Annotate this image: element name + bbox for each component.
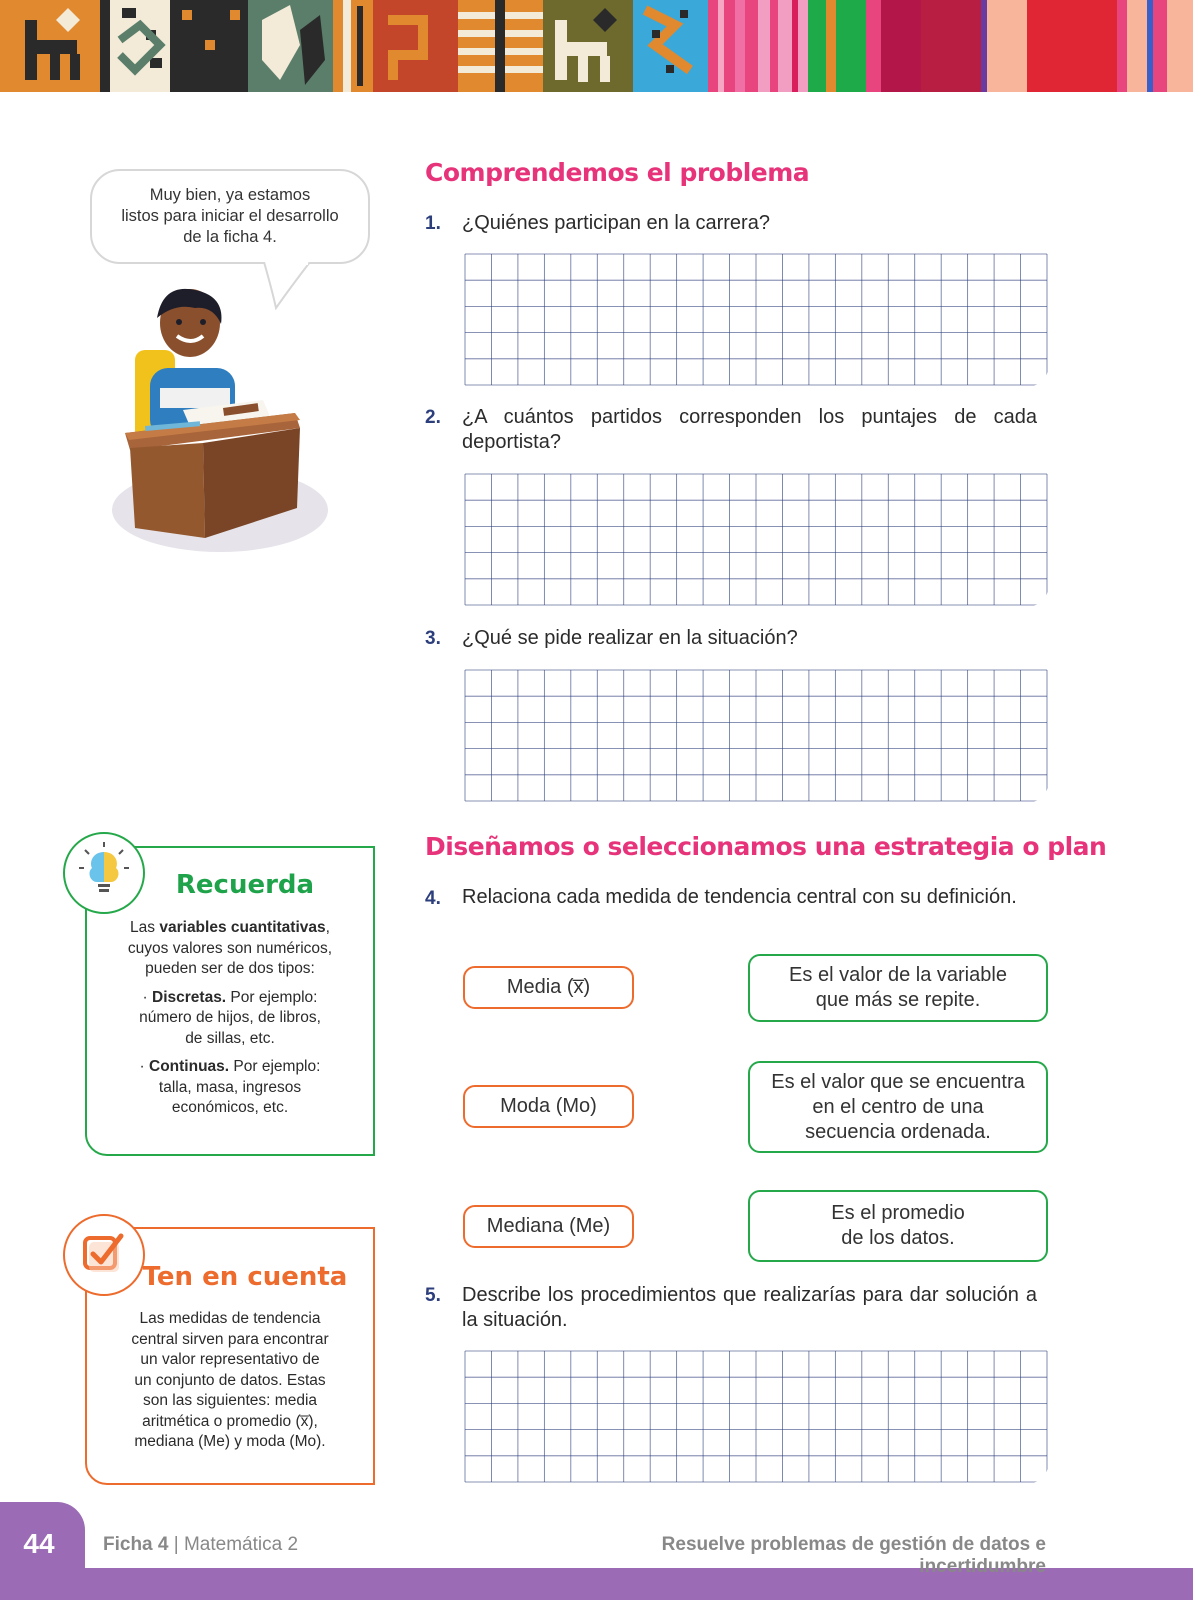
recuerda-body: Las variables cuantitativas, cuyos valores son numéricos, pueden ser de dos tipos: · Discretas. Por ejemplo: número de hijos, de libros, de sillas, etc. · Continuas. Por ejemplo: talla, masa, ingresos económicos, etc. bbox=[97, 918, 363, 1119]
ten-line: mediana (Me) y moda (Mo). bbox=[134, 1433, 326, 1450]
definition-box-3[interactable] bbox=[748, 1190, 1048, 1262]
recuerda-intro-bold: variables cuantitativas bbox=[159, 919, 326, 936]
definition-line: Es el valor de la variable bbox=[789, 964, 1007, 986]
definition-line: en el centro de una bbox=[812, 1095, 984, 1118]
ten-line: un valor representativo de bbox=[140, 1351, 320, 1368]
section-title-disenamos: Diseñamos o seleccionamos una estrategia o plan bbox=[425, 832, 1107, 861]
brain-lightbulb-icon bbox=[63, 832, 145, 914]
question-text: Describe los procedimientos que realizarías para dar solución a la situación. bbox=[462, 1284, 1037, 1331]
definition-line: secuencia ordenada. bbox=[805, 1120, 991, 1143]
ten-line: Las medidas de tendencia bbox=[139, 1310, 321, 1327]
recuerda-discretas-text: Por ejemplo: bbox=[226, 988, 318, 1006]
recuerda-continuas-label: Continuas. bbox=[149, 1058, 230, 1075]
ten-line: un conjunto de datos. Estas bbox=[134, 1371, 326, 1389]
question-number: 1. bbox=[425, 213, 441, 234]
question-text: ¿Qué se pide realizar en la situación? bbox=[462, 627, 798, 649]
recuerda-title: Recuerda bbox=[175, 870, 315, 900]
definition-line: de los datos. bbox=[841, 1227, 955, 1249]
speech-line: listos para iniciar el desarrollo bbox=[121, 207, 339, 225]
speech-bubble bbox=[90, 169, 370, 264]
question-number: 2. bbox=[425, 407, 441, 428]
footer-subject: Matemática 2 bbox=[183, 1534, 299, 1555]
recuerda-discretas-label: Discretas. bbox=[152, 988, 227, 1006]
term-moda[interactable]: Moda (Mo) bbox=[463, 1085, 634, 1128]
ten-line: son las siguientes: media bbox=[142, 1392, 318, 1409]
student-at-desk-illustration bbox=[105, 288, 345, 568]
ten-line: central sirven para encontrar bbox=[131, 1330, 329, 1348]
ten-en-cuenta-body bbox=[97, 1309, 363, 1453]
recuerda-continuas-text: Por ejemplo: bbox=[229, 1058, 321, 1075]
answer-grid-1[interactable] bbox=[464, 253, 1048, 386]
speech-line: Muy bien, ya estamos bbox=[149, 186, 311, 204]
term-mediana[interactable]: Mediana (Me) bbox=[463, 1205, 634, 1248]
recuerda-discretas-text: número de hijos, de libros, bbox=[139, 1009, 321, 1026]
footer-separator: | bbox=[168, 1534, 184, 1555]
definition-line: Es el promedio bbox=[831, 1202, 965, 1224]
recuerda-intro: Las bbox=[130, 919, 160, 936]
footer-ficha-label: Ficha 4 bbox=[103, 1534, 169, 1555]
question-number: 3. bbox=[425, 628, 441, 649]
term-media[interactable]: Media (x̅) bbox=[463, 966, 634, 1009]
section-title-comprendemos: Comprendemos el problema bbox=[425, 158, 810, 187]
definition-line: que más se repite. bbox=[815, 989, 981, 1011]
recuerda-continuas-text: económicos, etc. bbox=[171, 1099, 289, 1116]
answer-grid-5[interactable] bbox=[464, 1350, 1048, 1483]
checklist-icon bbox=[63, 1214, 145, 1296]
definition-box-1[interactable] bbox=[748, 954, 1048, 1022]
recuerda-intro: cuyos valores son numéricos, bbox=[127, 939, 333, 957]
page-number: 44 bbox=[23, 1528, 55, 1559]
textile-banner bbox=[0, 0, 1193, 92]
ten-en-cuenta-title: Ten en cuenta bbox=[142, 1262, 348, 1292]
speech-line: de la ficha 4. bbox=[183, 228, 277, 246]
answer-grid-3[interactable] bbox=[464, 669, 1048, 802]
footer-ficha bbox=[103, 1534, 298, 1556]
definition-box-2[interactable] bbox=[748, 1061, 1048, 1153]
question-number: 5. bbox=[425, 1285, 441, 1306]
footer-competency: Resuelve problemas de gestión de datos e incertidumbre bbox=[661, 1534, 1046, 1577]
question-text: ¿Quiénes participan en la carrera? bbox=[462, 212, 770, 234]
recuerda-discretas-text: de sillas, etc. bbox=[185, 1029, 275, 1047]
definition-line: Es el valor que se encuentra bbox=[771, 1070, 1025, 1093]
recuerda-continuas-text: talla, masa, ingresos bbox=[158, 1078, 302, 1096]
recuerda-intro: , bbox=[325, 919, 330, 936]
question-text: Relaciona cada medida de tendencia central con su definición. bbox=[462, 886, 1017, 908]
recuerda-intro: pueden ser de dos tipos: bbox=[145, 960, 315, 977]
answer-grid-2[interactable] bbox=[464, 473, 1048, 606]
question-number: 4. bbox=[425, 888, 441, 909]
ten-line: aritmética o promedio (x̅), bbox=[142, 1412, 318, 1430]
question-text: ¿A cuántos partidos corresponden los puntajes de cada deportista? bbox=[462, 406, 1037, 453]
